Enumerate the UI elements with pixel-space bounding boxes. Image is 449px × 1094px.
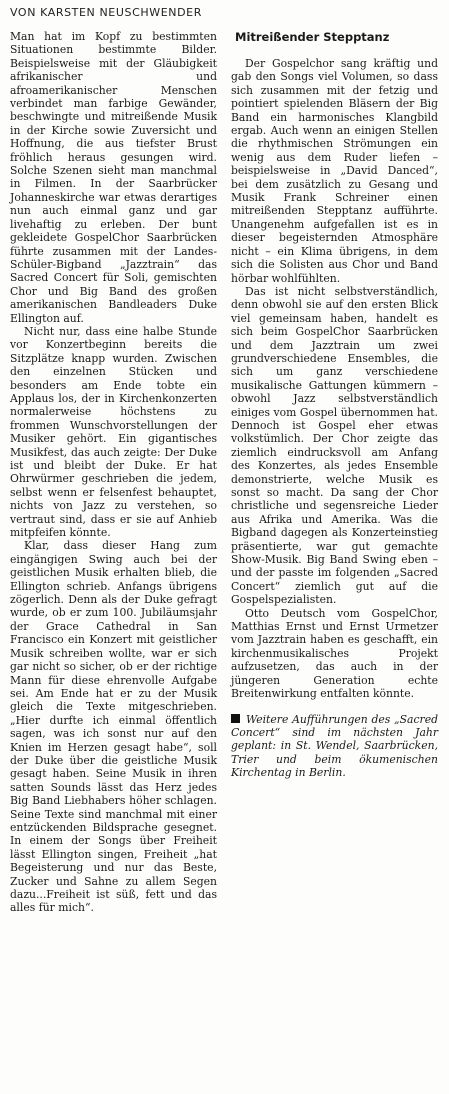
paragraph: Otto Deutsch vom GospelChor, Matthias Ernst und Ernst Urmetzer vom Jazztrain haben es geschafft, ein kirchenmusikalisches Projekt aufzusetzen, das auch in der jüngeren Generation echte Breitenwirkung entfalten könnte. [231,606,438,701]
paragraph: Das ist nicht selbstverständlich, denn obwohl sie auf den ersten Blick viel gemeinsam haben, handelt es sich beim GospelChor Saarbrücken und dem Jazztrain um zwei grundverschiedene Ensembles, die sich um ganz verschiedene musikalische Gattungen kümmern – obwohl Jazz selbstverständlich einiges vom Gospel übernommen hat. Dennoch ist Gospel eher etwas volkstümlich. Der Chor zeigte das ziemlich eindrucksvoll am Anfang des Konzertes, als jedes Ensemble demonstrierte, welche Musik es sonst so macht. Da sang der Chor christliche und segensreiche Lieder aus Afrika und Amerika. Was die Bigband dagegen als Konzerteinstieg präsentierte, war gut gemachte Show-Musik. Big Band Swing eben – und der passte im folgenden „Sacred Concert“ ziemlich gut auf die Gospelspezialisten. [231,284,438,607]
byline: VON KARSTEN NEUSCHWENDER [10,6,202,19]
subheading: Mitreißender Stepptanz [235,30,390,44]
square-bullet-icon [231,714,240,723]
paragraph: Nicht nur, dass eine halbe Stunde vor Konzertbeginn bereits die Sitzplätze knapp wurden. Zwischen den einzelnen Stücken und besonders am Ende tobte ein Applaus los, der in Kirchenkonzerten normalerweise höchstens zu frommen Wunschvorstellungen der Musiker gehört. Ein gigantisches Musikfest, das auch zeigte: Der Duke ist und bleibt der Duke. Er hat Ohrwürmer geschrieben die jedem, selbst wenn er felsenfest behauptet, nichts von Jazz zu verstehen, so vertraut sind, dass er sie auf Anhieb mitpfeifen könnte. [10,324,217,540]
paragraph: Der Gospelchor sang kräftig und gab den Songs viel Volumen, so dass sich zusammen mit der fetzig und pointiert spielenden Bläsern der Big Band ein harmonisches Klangbild ergab. Auch wenn an einigen Stellen die rhythmischen Strömungen ein wenig aus dem Ruder liefen – beispielsweise in „David Danced“, bei dem zusätzlich zu Gesang und Musik Frank Schreiner einen mitreißenden Stepptanz aufführte. Unangenehm aufgefallen ist es in dieser begeisternden Atmosphäre nicht – ein Klima übrigens, in dem sich die Solisten aus Chor und Band hörbar wohlfühlten. [231,57,438,285]
paragraph: Klar, dass dieser Hang zum eingängigen Swing auch bei der geistlichen Musik erhalten blieb, die Ellington schrieb. Anfangs übrigens zögerlich. Denn als der Duke gefragt wurde, ob er zum 100. Jubiläumsjahr der Grace Cathedral in San Francisco ein Konzert mit geistlicher Musik schreiben wollte, war er sich gar nicht so sicher, ob er der richtige Mann für diese ehrenvolle Aufgabe sei. Am Ende hat er zu der Musik gleich die Texte mitgeschrieben. „Hier durfte ich einmal öffentlich sagen, was ich sonst nur auf den Knien im Herzen gesagt habe“, soll der Duke über die geistliche Musik gesagt haben. Seine Musik in ihren satten Sounds lässt das Herz jedes Big Band Liebhabers höher schlagen. Seine Texte sind manchmal mit einer entzückenden Bildsprache gesegnet. In einem der Songs über Freiheit lässt Ellington singen, Freiheit „hat Begeisterung und nur das Beste, Zucker und Sahne zu allem Segen dazu...Freiheit ist süß, fett und das alles für mich“. [10,539,217,915]
article-columns [10,30,439,915]
right-column [231,30,438,780]
paragraph: Man hat im Kopf zu bestimmten Situationen bestimmte Bilder. Beispielsweise mit der Gläubigkeit afrikanischer und afroamerikanischer Menschen verbindet man farbige Gewänder, beschwingte und mitreißende Musik in der Kirche sowie Zuversicht und Hoffnung, die aus tiefster Brust fröhlich heraus gesungen wird. Solche Szenen sieht man manchmal in Filmen. In der Saarbrücker Johanneskirche war etwas derartiges nun auch einmal ganz und gar livehaftig zu erleben. Der bunt gekleidete GospelChor Saarbrücken führte zusammen mit der Landes-Schüler-Bigband „Jazztrain“ das Sacred Concert für Soli, gemischten Chor und Big Band des großen amerikanischen Bandleaders Duke Ellington auf. [10,30,217,325]
info-note [231,713,438,780]
info-note-text: Weitere Aufführungen des „Sacred Concert“ sind im nächsten Jahr geplant: in St. Wendel, Saarbrücken, Trier und beim ökumenischen Kirchentag in Berlin. [231,712,438,780]
left-column [10,30,217,915]
